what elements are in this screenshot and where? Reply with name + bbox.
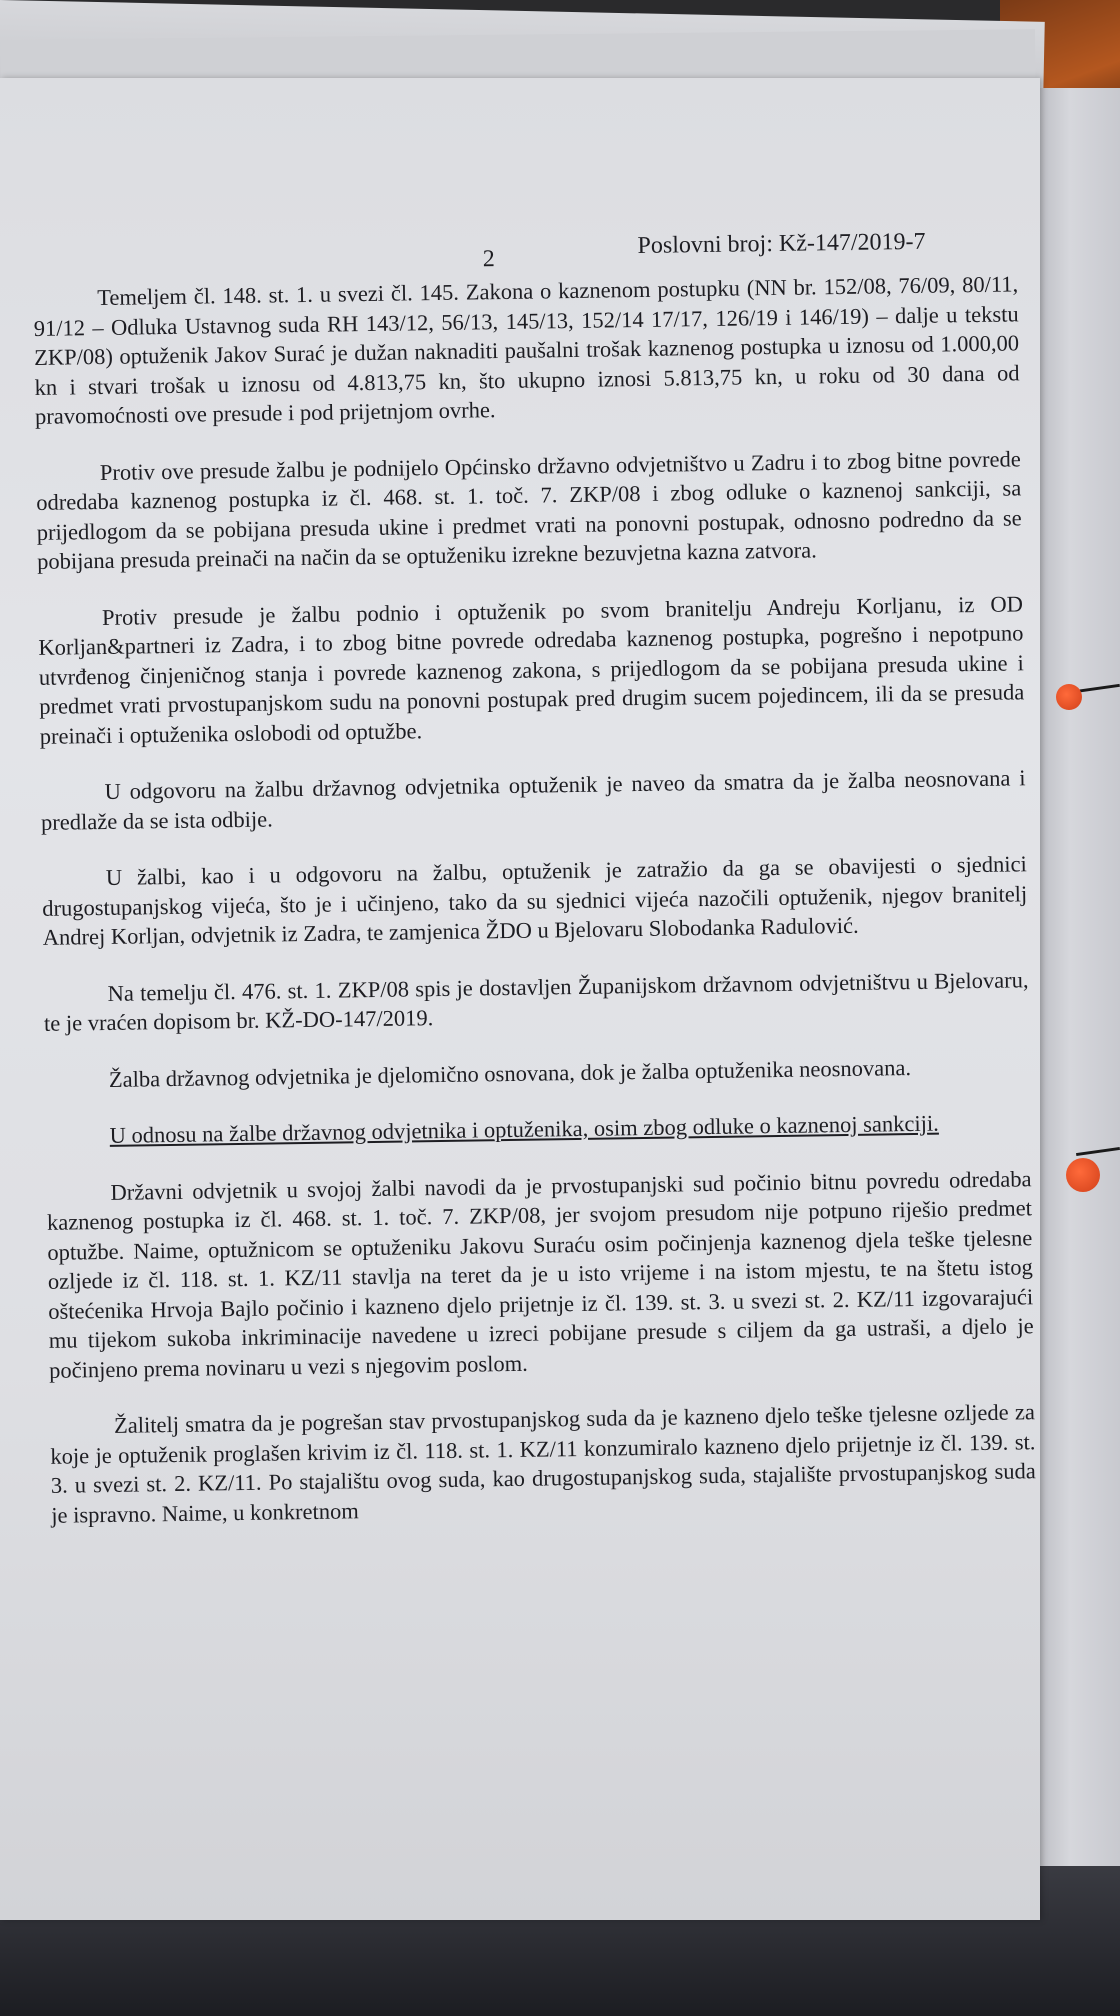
case-number: Poslovni broj: Kž-147/2019-7 — [637, 228, 926, 260]
orange-page-marker — [1056, 684, 1082, 710]
paragraph-costs: Temeljem čl. 148. st. 1. u svezi čl. 145. Zakona o kaznenom postupku (NN br. 152/08, 76/09, 80/11, 91/12 – Odluka Ustavnog suda RH 143/12, 56/13, 145/13, 152/14 17/17, 126/19 i 146/19) – dalje u tekstu ZKP/08) optuženik Jakov Surać je dužan naknaditi paušalni trošak kaznenog postupka u iznosu od 1.000,00 kn i stvari trošak u iznosu od 4.813,75 kn, što ukupno iznosi 5.813,75 kn, u roku od 30 dana od pravomoćnosti ove presude i pod prijetnjom ovrhe. — [33, 271, 1020, 429]
document-page — [0, 78, 1040, 1920]
document-body — [33, 269, 1037, 1556]
paragraph-defendant-appeal: Protiv presude je žalbu podnio i optuženik po svom branitelju Andreju Korljanu, iz OD Korljan&partneri iz Zadra, i to zbog bitne povrede odredaba kaznenog postupka, pogrešno i nepotpuno utvrđenog činjeničnog stanja i povrede kaznenog zakona, s prijedlogom da se pobijana presuda ukine i predmet vrati prvostupanjskom sudu na ponovni postupak pred drugim sucem pojedincem, ili da se presuda preinači i optuženika oslobodi od optužbe. — [38, 590, 1025, 749]
page-content-area — [30, 63, 1036, 1528]
paragraph-response: U odgovoru na žalbu državnog odvjetnika optuženik je naveo da smatra da je žalba neosnovana i predlaže da se ista odbije. — [40, 765, 1026, 835]
paragraph-file-delivery: Na temelju čl. 476. st. 1. ZKP/08 spis je dostavljen Županijskom državnom odvjetništvu u Bjelovaru, te je vraćen dopisom br. KŽ-DO-147/2019. — [43, 966, 1029, 1036]
adjacent-paper-sheet — [1032, 88, 1120, 1918]
page-number: 2 — [482, 246, 495, 273]
section-heading: U odnosu na žalbe državnog odvjetnika i optuženika, osim zbog odluke o kaznenoj sankciji. — [109, 1110, 939, 1148]
orange-page-marker-lower — [1066, 1158, 1100, 1192]
paragraph-ruling-summary: Žalba državnog odvjetnika je djelomično osnovana, dok je žalba optuženika neosnovana. — [108, 1054, 912, 1092]
paragraph-session: U žalbi, kao i u odgovoru na žalbu, optuženik je zatražio da ga se obavijesti o sjednici drugostupanjskog vijeća, što je i učinjeno, tako da su sjednici vijeća nazočili optuženik, njegov branitelj Andrej Korljan, odvjetnik iz Zadra, te zamjenica ŽDO u Bjelovaru Slobodanka Radulović. — [42, 851, 1028, 950]
paragraph-appellant-view: Žalitelj smatra da je pogrešan stav prvostupanjskog suda da je kazneno djelo teške tjelesne ozljede za koje je optuženik proglašen krivim iz čl. 118. st. 1. KZ/11 konzumiralo kazneno djelo prijetnje iz čl. 139. st. 3. u svezi st. 2. KZ/11. Po stajalištu ovog suda, kao drugostupanjskog suda, stajalište prvostupanjskog suda je ispravno. Naime, u konkretnom — [50, 1399, 1036, 1528]
paragraph-prosecutor-argument: Državni odvjetnik u svojoj žalbi navodi da je prvostupanjski sud počinio bitnu povredu odredaba kaznenog postupka iz čl. 468. st. 1. toč. 7. ZKP/08, jer svojom presudom nije potpuno riješio predmet optužbe. Naime, optužnicom se optuženiku Jakovu Suraću osim počinjenja kaznenog djela teške tjelesne ozljede iz čl. 118. st. 1. KZ/11 stavlja na teret da je u isto vrijeme i na istom mjestu, te na štetu istog oštećenika Hrvoja Bajlo počinio i kazneno djelo prijetnje iz čl. 139. st. 3. u svezi st. 2. KZ/11 izgovarajući mu tijekom sukoba inkriminacije navedene u izreci pobijane presude s ciljem da ga ustraši, a djelo je počinjeno prema novinaru u vezi s njegovim poslom. — [46, 1165, 1034, 1383]
page-header — [30, 63, 1016, 273]
paragraph-prosecution-appeal: Protiv ove presude žalbu je podnijelo Općinsko državno odvjetništvo u Zadru i to zbog bitne povrede odredaba kaznenog postupka iz čl. 468. st. 1. toč. 7. ZKP/08 i zbog odluke o kaznenoj sankciji, sa prijedlogom da se pobijana presuda ukine i predmet vrati na ponovni postupak, odnosno podredno da se pobijana presuda preinači na način da se optuženiku izrekne bezuvjetna kazna zatvora. — [36, 445, 1022, 574]
